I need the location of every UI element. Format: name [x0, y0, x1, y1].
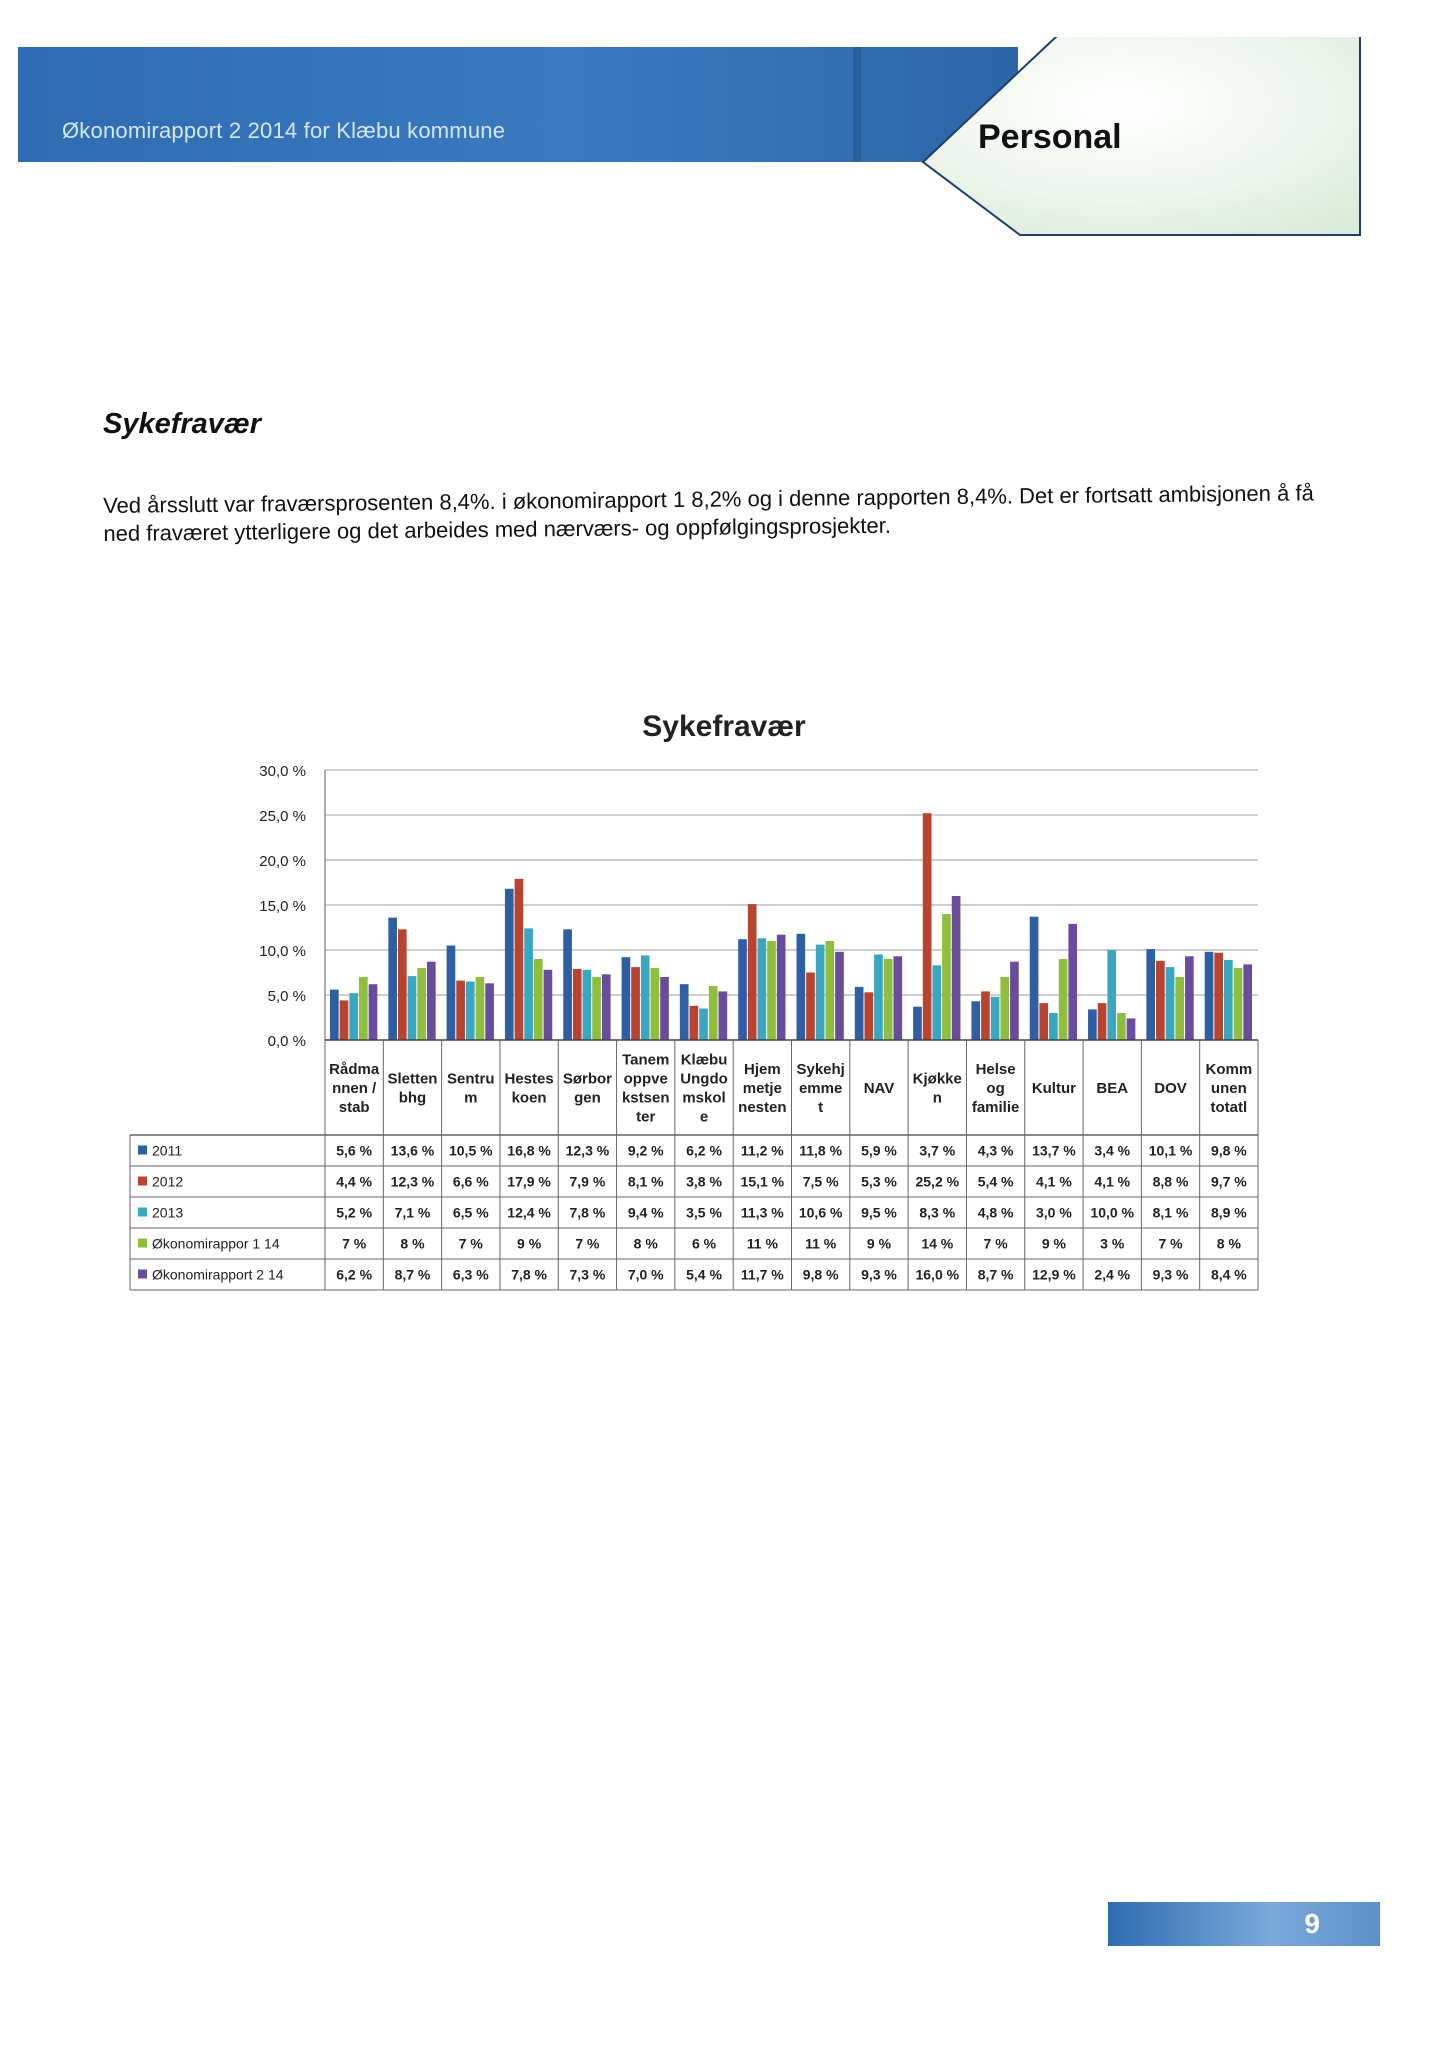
y-tick-label: 0,0 %	[267, 1033, 306, 1050]
bar-0-1	[388, 918, 397, 1040]
bar-2-3	[524, 928, 533, 1040]
data-label: 3,7 %	[919, 1142, 956, 1159]
page-number: 9	[1304, 1908, 1320, 1939]
bar-1-5	[631, 967, 640, 1040]
category-label-line: unen	[1210, 1080, 1247, 1097]
category-label-line: Sletten	[387, 1070, 438, 1088]
bar-2-11	[991, 997, 1000, 1040]
data-label: 9 %	[517, 1235, 542, 1252]
data-label: 3,4 %	[1094, 1142, 1131, 1159]
bar-4-0	[369, 984, 378, 1040]
legend-label: 2013	[152, 1204, 184, 1221]
data-label: 7,1 %	[394, 1204, 431, 1221]
data-label: 3 %	[1100, 1235, 1125, 1252]
legend-label: 2012	[152, 1173, 184, 1190]
data-label: 25,2 %	[915, 1173, 960, 1190]
data-label: 4,3 %	[977, 1142, 1014, 1159]
bar-2-9	[874, 955, 883, 1041]
bar-0-0	[330, 990, 339, 1040]
bar-2-8	[816, 945, 825, 1040]
bar-0-14	[1146, 949, 1155, 1040]
data-label: 6,3 %	[452, 1266, 489, 1283]
data-label: 14 %	[921, 1235, 954, 1252]
data-label: 5,6 %	[336, 1142, 373, 1159]
bar-2-13	[1107, 950, 1116, 1040]
category-label-line: Helse	[975, 1061, 1016, 1078]
page-number-box	[1108, 1902, 1380, 1946]
bar-0-8	[797, 934, 806, 1040]
category-label-line: gen	[574, 1089, 601, 1107]
legend-label: Økonomirapport 2 14	[152, 1266, 284, 1283]
data-label: 9,7 %	[1210, 1173, 1247, 1190]
bar-1-13	[1098, 1003, 1107, 1040]
bar-1-2	[456, 981, 465, 1040]
data-label: 7 %	[983, 1235, 1008, 1252]
bar-3-9	[884, 959, 893, 1040]
bar-4-5	[660, 977, 669, 1040]
category-label-line: t	[818, 1099, 824, 1116]
y-tick-label: 20,0 %	[259, 853, 306, 870]
data-label: 5,3 %	[861, 1173, 897, 1190]
data-label: 12,3 %	[565, 1142, 610, 1159]
data-label: 6,6 %	[452, 1173, 489, 1190]
bar-1-12	[1039, 1003, 1048, 1040]
category-label	[1032, 1080, 1076, 1097]
bar-1-10	[923, 813, 932, 1040]
data-label: 11,8 %	[799, 1142, 843, 1159]
data-label: 2,4 %	[1094, 1266, 1131, 1283]
bar-4-6	[719, 991, 728, 1040]
bar-1-14	[1156, 961, 1165, 1040]
data-label: 9,3 %	[1152, 1266, 1189, 1283]
data-label: 9,2 %	[627, 1142, 664, 1159]
category-label	[913, 1071, 962, 1107]
data-label: 16,0 %	[915, 1266, 960, 1283]
bar-2-12	[1049, 1013, 1058, 1040]
bar-1-11	[981, 991, 990, 1040]
data-label: 6,5 %	[452, 1204, 489, 1221]
category-label-line: NAV	[863, 1080, 895, 1097]
category-label	[864, 1080, 895, 1097]
data-label: 8 %	[1216, 1235, 1241, 1252]
bar-3-10	[942, 914, 951, 1040]
bar-0-4	[563, 929, 572, 1040]
bar-4-8	[835, 952, 844, 1040]
data-label: 5,9 %	[861, 1142, 897, 1159]
bar-4-14	[1185, 956, 1194, 1040]
bar-4-12	[1068, 924, 1077, 1040]
section-heading: Sykefravær	[103, 408, 261, 440]
category-label-line: m	[464, 1089, 478, 1107]
bar-0-5	[622, 957, 631, 1040]
data-label: 7,8 %	[511, 1266, 547, 1283]
bar-3-5	[651, 968, 660, 1040]
data-label: 6,2 %	[686, 1142, 722, 1159]
category-label-line: Kjøkke	[912, 1070, 962, 1088]
bar-0-13	[1088, 1009, 1097, 1040]
data-label: 8,1 %	[627, 1173, 664, 1190]
data-label: 3,0 %	[1036, 1204, 1072, 1221]
data-label: 6,2 %	[336, 1266, 373, 1283]
data-label: 9 %	[1041, 1235, 1066, 1252]
bar-2-10	[932, 965, 941, 1040]
category-label	[447, 1071, 495, 1107]
data-label: 7,8 %	[569, 1204, 606, 1221]
category-label-line: oppve	[623, 1070, 668, 1088]
category-label	[1096, 1080, 1128, 1097]
bar-2-0	[349, 993, 358, 1040]
bar-3-11	[1000, 977, 1009, 1040]
data-label: 4,4 %	[336, 1173, 373, 1190]
data-label: 7,9 %	[569, 1173, 606, 1190]
bar-4-15	[1243, 964, 1252, 1040]
data-label: 7 %	[458, 1235, 483, 1252]
data-label: 9,8 %	[1210, 1142, 1247, 1159]
category-label	[796, 1061, 844, 1116]
data-label: 7,5 %	[802, 1173, 839, 1190]
bar-0-15	[1205, 952, 1214, 1040]
category-label-line: metje	[742, 1080, 782, 1097]
bar-2-1	[408, 976, 417, 1040]
data-label: 7 %	[575, 1235, 600, 1252]
data-label: 10,0 %	[1090, 1204, 1135, 1221]
category-label-line: og	[986, 1080, 1005, 1097]
category-label	[738, 1061, 786, 1116]
bar-2-7	[758, 938, 767, 1040]
category-label-line: e	[699, 1108, 709, 1126]
data-label: 7 %	[1158, 1235, 1183, 1252]
bar-0-12	[1030, 917, 1039, 1040]
category-label-line: ter	[636, 1108, 656, 1126]
data-label: 9 %	[866, 1235, 892, 1252]
bar-1-7	[748, 904, 757, 1040]
bar-4-11	[1010, 962, 1019, 1040]
category-label	[1206, 1061, 1253, 1116]
category-label	[563, 1071, 612, 1107]
category-label-line: Sørbor	[562, 1070, 612, 1088]
data-label: 13,6 %	[390, 1142, 435, 1159]
data-label: 15,1 %	[740, 1173, 785, 1190]
bar-3-7	[767, 941, 776, 1040]
legend-swatch-3	[138, 1239, 147, 1248]
category-label-line: Klæbu	[680, 1051, 728, 1069]
data-label: 8,8 %	[1152, 1173, 1189, 1190]
category-label-line: koen	[511, 1089, 547, 1107]
bar-0-3	[505, 889, 514, 1040]
bar-3-15	[1234, 968, 1243, 1040]
data-label: 9,5 %	[861, 1204, 897, 1221]
data-label: 12,9 %	[1032, 1266, 1076, 1283]
bar-1-6	[690, 1006, 699, 1040]
data-label: 11,2 %	[740, 1142, 784, 1159]
bar-0-7	[738, 939, 747, 1040]
bar-4-1	[427, 962, 436, 1040]
category-label	[1154, 1080, 1187, 1097]
bar-3-6	[709, 986, 718, 1040]
bar-1-15	[1214, 953, 1223, 1040]
bar-2-14	[1166, 967, 1175, 1040]
data-label: 9,4 %	[627, 1204, 664, 1221]
bar-0-6	[680, 984, 689, 1040]
bar-1-9	[864, 992, 873, 1040]
data-label: 8 %	[633, 1235, 658, 1252]
bar-1-0	[340, 1000, 349, 1040]
data-label: 11,3 %	[740, 1204, 784, 1221]
intro-paragraph: Ved årsslutt var fraværsprosenten 8,4%. i økonomirapport 1 8,2% og i denne rapporten 8,4%. Det er fortsatt ambisjonen å få ned fraværet ytterligere og det arbeides med nærværs- og oppfølgingsprosjekter.	[103, 480, 1314, 546]
data-label: 5,4 %	[977, 1173, 1014, 1190]
data-label: 5,4 %	[686, 1266, 722, 1283]
y-tick-label: 30,0 %	[259, 763, 306, 780]
bar-0-9	[855, 987, 864, 1040]
bar-0-2	[447, 946, 456, 1041]
y-tick-label: 10,0 %	[259, 943, 306, 960]
category-label-line: Sykehj	[796, 1061, 845, 1078]
data-label: 10,5 %	[448, 1142, 493, 1159]
data-label: 17,9 %	[507, 1173, 551, 1190]
bar-4-2	[485, 983, 494, 1040]
data-label: 3,8 %	[686, 1173, 722, 1190]
category-label	[329, 1061, 380, 1116]
data-label: 4,1 %	[1036, 1173, 1072, 1190]
bar-1-1	[398, 929, 407, 1040]
data-label: 8 %	[400, 1235, 425, 1252]
category-label-line: Ungdo	[680, 1070, 728, 1088]
data-label: 7,0 %	[627, 1266, 664, 1283]
data-label: 7,3 %	[569, 1266, 606, 1283]
bar-2-6	[699, 1009, 708, 1041]
y-tick-label: 25,0 %	[259, 808, 306, 825]
data-label: 6 %	[691, 1235, 717, 1252]
report-title: Økonomirapport 2 2014 for Klæbu kommune	[62, 118, 506, 143]
bar-4-13	[1127, 1018, 1136, 1040]
category-label-line: totatl	[1210, 1099, 1248, 1116]
data-label: 7 %	[342, 1235, 367, 1252]
data-label: 11 %	[746, 1235, 778, 1252]
bar-3-1	[417, 968, 426, 1040]
data-label: 8,3 %	[919, 1204, 956, 1221]
data-label: 12,3 %	[390, 1173, 435, 1190]
category-label-line: bhg	[398, 1089, 427, 1107]
bar-2-5	[641, 955, 650, 1040]
data-label: 12,4 %	[507, 1204, 551, 1221]
category-label-line: DOV	[1154, 1080, 1187, 1097]
bar-3-12	[1059, 959, 1068, 1040]
chart-title: Sykefravær	[642, 710, 806, 743]
data-label: 10,1 %	[1148, 1142, 1193, 1159]
bar-3-2	[476, 977, 485, 1040]
category-label	[504, 1071, 553, 1107]
category-label	[387, 1071, 437, 1107]
data-label: 8,7 %	[394, 1266, 431, 1283]
data-label: 4,1 %	[1094, 1173, 1131, 1190]
data-label: 5,2 %	[336, 1204, 373, 1221]
data-label: 11 %	[805, 1235, 837, 1252]
legend-label: 2011	[152, 1142, 183, 1159]
category-label-line: Sentru	[447, 1070, 495, 1088]
category-label-line: Komm	[1205, 1061, 1253, 1078]
bar-4-3	[544, 970, 553, 1040]
category-label-line: Rådma	[329, 1061, 380, 1078]
bar-4-7	[777, 935, 786, 1040]
bar-1-4	[573, 969, 582, 1040]
legend-swatch-0	[138, 1146, 147, 1155]
legend-swatch-4	[138, 1270, 147, 1279]
bar-0-10	[913, 1007, 922, 1040]
data-label: 4,8 %	[977, 1204, 1014, 1221]
bar-4-10	[952, 896, 961, 1040]
category-label	[972, 1061, 1020, 1116]
category-label-line: nnen /	[332, 1080, 377, 1097]
data-label: 9,8 %	[802, 1266, 839, 1283]
bar-3-14	[1175, 977, 1184, 1040]
category-label-line: Tanem	[622, 1051, 670, 1069]
bar-4-9	[893, 956, 902, 1040]
bar-3-0	[359, 977, 368, 1040]
bar-3-8	[825, 941, 834, 1040]
category-label	[622, 1052, 670, 1126]
bar-3-4	[592, 977, 601, 1040]
data-label: 8,1 %	[1152, 1204, 1189, 1221]
category-label-line: nesten	[738, 1099, 787, 1116]
category-label-line: mskol	[682, 1089, 726, 1107]
bar-4-4	[602, 974, 611, 1040]
legend-swatch-1	[138, 1177, 147, 1186]
data-label: 10,6 %	[798, 1204, 843, 1221]
bar-2-2	[466, 982, 475, 1041]
data-label: 13,7 %	[1032, 1142, 1076, 1159]
data-label: 16,8 %	[507, 1142, 551, 1159]
bar-1-3	[515, 879, 524, 1040]
bar-2-4	[583, 970, 592, 1040]
data-label: 8,9 %	[1210, 1204, 1247, 1221]
legend-label: Økonomirappor 1 14	[152, 1235, 280, 1252]
category-label-line: familie	[971, 1099, 1020, 1116]
category-label	[680, 1052, 727, 1126]
category-label-line: Hestes	[504, 1070, 554, 1088]
bar-1-8	[806, 973, 815, 1041]
y-tick-label: 15,0 %	[259, 898, 306, 915]
data-label: 8,4 %	[1210, 1266, 1247, 1283]
data-label: 3,5 %	[686, 1204, 722, 1221]
category-label-line: stab	[338, 1099, 370, 1116]
category-label-line: Kultur	[1031, 1080, 1076, 1097]
legend-swatch-2	[138, 1208, 147, 1217]
y-tick-label: 5,0 %	[267, 988, 306, 1005]
category-label-line: n	[932, 1089, 942, 1107]
bar-0-11	[971, 1001, 980, 1040]
data-label: 8,7 %	[977, 1266, 1014, 1283]
bar-2-15	[1224, 960, 1233, 1040]
bar-3-13	[1117, 1013, 1126, 1040]
category-label-line: kstsen	[621, 1089, 670, 1107]
category-label-line: BEA	[1096, 1080, 1129, 1097]
bar-3-3	[534, 959, 543, 1040]
data-label: 11,7 %	[740, 1266, 784, 1283]
data-label: 9,3 %	[861, 1266, 897, 1283]
category-label-line: Hjem	[744, 1061, 781, 1078]
section-tab-title: Personal	[978, 118, 1122, 156]
category-label-line: emme	[798, 1080, 843, 1097]
